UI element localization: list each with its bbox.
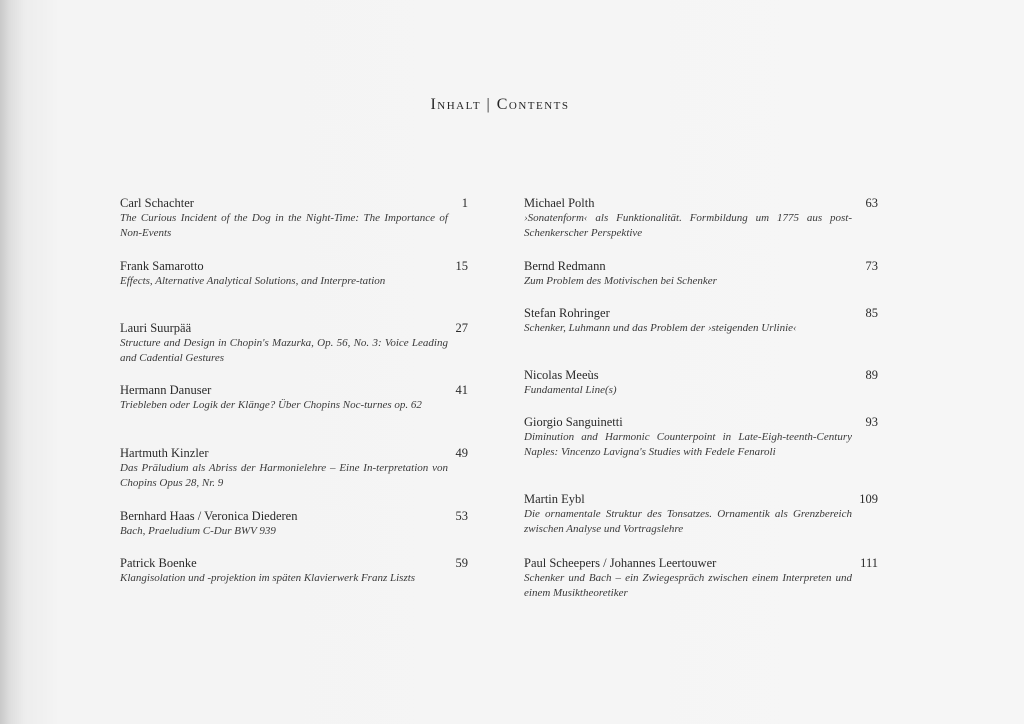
toc-entry [120, 321, 468, 366]
entry-author: Martin Eybl [524, 492, 585, 506]
toc-entry [120, 446, 468, 491]
entry-title: Bach, Praeludium C-Dur BWV 939 [120, 525, 276, 537]
toc-entry [524, 368, 878, 398]
entry-page: 15 [455, 259, 468, 273]
entry-title: Das Präludium als Abriss der Harmonielehre – Eine In-terpretation von Chopins Opus 28, Nr. 9 [120, 462, 448, 489]
entry-title: Effects, Alternative Analytical Solutions, and Interpre-tation [120, 275, 386, 287]
entry-page: 93 [865, 415, 878, 429]
entry-title: Die ornamentale Struktur des Tonsatzes. Ornamentik als Grenzbereich zwischen Analyse und Vortragslehre [524, 508, 852, 535]
entry-page: 59 [455, 556, 468, 570]
toc-entry [120, 383, 468, 413]
entry-title: Schenker und Bach – ein Zwiegespräch zwischen einem Interpreten und einem Musiktheoretiker [524, 572, 852, 599]
toc-entry [524, 492, 878, 537]
entry-title: The Curious Incident of the Dog in the Night-Time: The Importance of Non-Events [120, 212, 448, 239]
entry-page: 63 [865, 196, 878, 210]
page-title: Inhalt | Contents [430, 96, 570, 113]
entry-page: 27 [455, 321, 468, 335]
entry-author: Lauri Suurpää [120, 321, 192, 335]
entry-author: Bernd Redmann [524, 259, 606, 273]
entry-author: Carl Schachter [120, 196, 194, 210]
entry-page: 89 [865, 368, 878, 382]
entry-title: Klangisolation und -projektion im späten Klavierwerk Franz Liszts [120, 572, 416, 584]
entry-page: 85 [865, 306, 878, 320]
toc-entry [524, 259, 878, 289]
toc-entry [524, 196, 878, 241]
entry-title: ›Sonatenform‹ als Funktionalität. Formbildung um 1775 aus post-Schenkerscher Perspektive [524, 212, 852, 239]
entry-title: Schenker, Luhmann und das Problem der ›steigenden Urlinie‹ [524, 322, 797, 334]
toc-entry [120, 556, 468, 586]
toc-entry [120, 196, 468, 241]
entry-author: Stefan Rohringer [524, 306, 610, 320]
toc-entry [120, 509, 468, 539]
entry-author: Patrick Boenke [120, 556, 197, 570]
entry-page: 73 [865, 259, 878, 273]
entry-title: Structure and Design in Chopin's Mazurka, Op. 56, No. 3: Voice Leading and Cadential Gestures [120, 337, 448, 364]
toc-entry [524, 306, 878, 336]
toc-entry [120, 259, 468, 289]
entry-page: 1 [461, 196, 468, 210]
entry-author: Hartmuth Kinzler [120, 446, 209, 460]
toc-entry [524, 415, 878, 460]
entry-page: 109 [859, 492, 878, 506]
entry-title: Fundamental Line(s) [524, 384, 617, 396]
entry-author: Giorgio Sanguinetti [524, 415, 623, 429]
entry-author: Bernhard Haas / Veronica Diederen [120, 509, 298, 523]
entry-page: 49 [455, 446, 468, 460]
entry-author: Nicolas Meeùs [524, 368, 599, 382]
entry-author: Frank Samarotto [120, 259, 204, 273]
entry-author: Michael Polth [524, 196, 595, 210]
entry-title: Zum Problem des Motivischen bei Schenker [524, 275, 717, 287]
entry-title: Triebleben oder Logik der Klänge? Über Chopins Noc-turnes op. 62 [120, 399, 422, 411]
entry-page: 53 [455, 509, 468, 523]
entry-author: Paul Scheepers / Johannes Leertouwer [524, 556, 717, 570]
entry-author: Hermann Danuser [120, 383, 212, 397]
entry-page: 111 [860, 556, 878, 570]
toc-entry [524, 556, 878, 601]
entry-title: Diminution and Harmonic Counterpoint in Late-Eigh-teenth-Century Naples: Vincenzo Lavigna's Studies with Fedele Fenaroli [524, 431, 852, 458]
entry-page: 41 [455, 383, 468, 397]
